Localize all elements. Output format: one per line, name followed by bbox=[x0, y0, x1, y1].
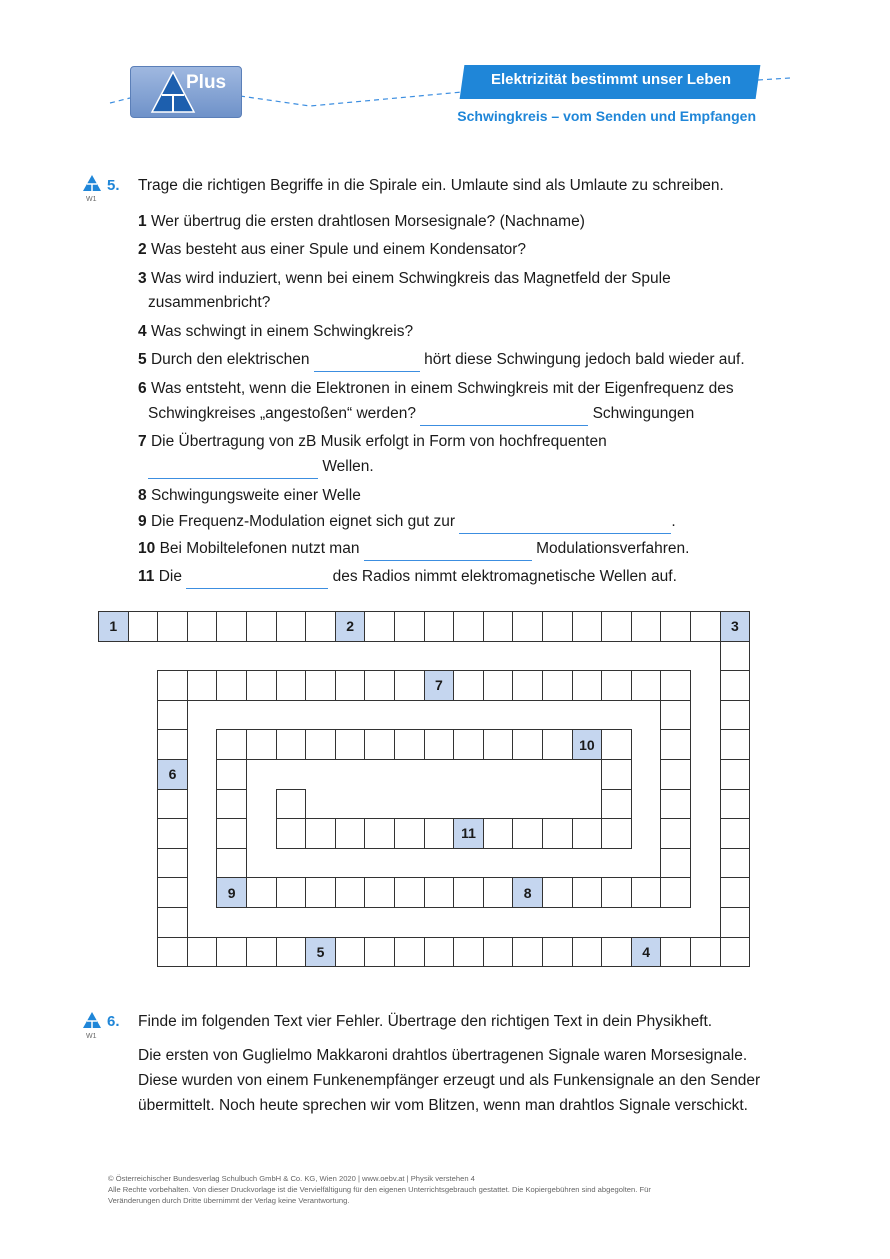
crossword-cell[interactable] bbox=[572, 937, 603, 968]
crossword-cell[interactable] bbox=[690, 937, 721, 968]
crossword-cell[interactable] bbox=[631, 670, 662, 701]
question-4: 4 Was schwingt in einem Schwingkreis? bbox=[138, 323, 414, 340]
crossword-cell[interactable] bbox=[572, 611, 603, 642]
crossword-cell[interactable] bbox=[483, 729, 514, 760]
crossword-cell[interactable] bbox=[542, 818, 573, 849]
crossword-cell[interactable] bbox=[720, 729, 751, 760]
level-triangle-icon bbox=[82, 1011, 102, 1029]
crossword-cell[interactable] bbox=[483, 670, 514, 701]
crossword-cell[interactable] bbox=[601, 759, 632, 790]
question-11: 11 Die des Radios nimmt elektromagnetische Wellen auf. bbox=[138, 564, 677, 589]
crossword-cell[interactable] bbox=[246, 877, 277, 908]
crossword-cell[interactable] bbox=[364, 818, 395, 849]
crossword-cell[interactable] bbox=[483, 818, 514, 849]
crossword-cell[interactable] bbox=[216, 611, 247, 642]
crossword-cell[interactable] bbox=[364, 729, 395, 760]
crossword-cell[interactable] bbox=[601, 789, 632, 820]
crossword-cell[interactable] bbox=[276, 670, 307, 701]
crossword-start-cell-10[interactable]: 10 bbox=[572, 729, 603, 760]
crossword-cell[interactable] bbox=[453, 729, 484, 760]
crossword-cell[interactable] bbox=[660, 700, 691, 731]
crossword-cell[interactable] bbox=[305, 611, 336, 642]
crossword-cell[interactable] bbox=[512, 937, 543, 968]
crossword-cell[interactable] bbox=[305, 729, 336, 760]
crossword-cell[interactable] bbox=[216, 759, 247, 790]
crossword-cell[interactable] bbox=[512, 670, 543, 701]
question-7: 7 Die Übertragung von zB Musik erfolgt in Form von hochfrequenten bbox=[138, 433, 607, 450]
crossword-cell[interactable] bbox=[157, 818, 188, 849]
crossword-cell[interactable] bbox=[601, 729, 632, 760]
crossword-cell[interactable] bbox=[246, 729, 277, 760]
question-3: 3 Was wird induziert, wenn bei einem Schwingkreis das Magnetfeld der Spule bbox=[138, 270, 671, 287]
crossword-cell[interactable] bbox=[660, 877, 691, 908]
crossword-start-cell-5[interactable]: 5 bbox=[305, 937, 336, 968]
crossword-cell[interactable] bbox=[512, 729, 543, 760]
question-9: 9 Die Frequenz-Modulation eignet sich gut zur . bbox=[138, 509, 676, 534]
crossword-cell[interactable] bbox=[720, 907, 751, 938]
crossword-cell[interactable] bbox=[601, 877, 632, 908]
crossword-cell[interactable] bbox=[572, 877, 603, 908]
crossword-cell[interactable] bbox=[453, 611, 484, 642]
crossword-cell[interactable] bbox=[394, 937, 425, 968]
crossword-cell[interactable] bbox=[394, 729, 425, 760]
question-3-cont: zusammenbricht? bbox=[148, 294, 271, 311]
crossword-cell[interactable] bbox=[305, 818, 336, 849]
crossword-cell[interactable] bbox=[720, 848, 751, 879]
footer-line: Veränderungen durch Dritte übernimmt der Verlag keine Verantwortung. bbox=[108, 1196, 350, 1205]
crossword-cell[interactable] bbox=[246, 611, 277, 642]
crossword-cell[interactable] bbox=[720, 877, 751, 908]
crossword-cell[interactable] bbox=[660, 759, 691, 790]
crossword-cell[interactable] bbox=[187, 611, 218, 642]
crossword-cell[interactable] bbox=[157, 907, 188, 938]
crossword-cell[interactable] bbox=[720, 759, 751, 790]
crossword-cell[interactable] bbox=[335, 818, 366, 849]
crossword-cell[interactable] bbox=[246, 937, 277, 968]
crossword-cell[interactable] bbox=[276, 877, 307, 908]
crossword-cell[interactable] bbox=[364, 877, 395, 908]
crossword-cell[interactable] bbox=[335, 877, 366, 908]
crossword-cell[interactable] bbox=[483, 877, 514, 908]
question-2: 2 Was besteht aus einer Spule und einem Kondensator? bbox=[138, 241, 527, 258]
crossword-cell[interactable] bbox=[276, 937, 307, 968]
crossword-cell[interactable] bbox=[187, 670, 218, 701]
crossword-cell[interactable] bbox=[364, 670, 395, 701]
crossword-cell[interactable] bbox=[157, 937, 188, 968]
crossword-cell[interactable] bbox=[335, 670, 366, 701]
crossword-cell[interactable] bbox=[276, 789, 307, 820]
task-level-label: W1 bbox=[86, 1033, 97, 1040]
crossword-cell[interactable] bbox=[128, 611, 159, 642]
crossword-cell[interactable] bbox=[453, 877, 484, 908]
crossword-cell[interactable] bbox=[216, 937, 247, 968]
crossword-cell[interactable] bbox=[394, 877, 425, 908]
footer-line: Alle Rechte vorbehalten. Von dieser Druckvorlage ist die Vervielfältigung für den eigenen Unterrichtsgebrauch gestattet. Die Kopiergebühren sind abgegolten. Für bbox=[108, 1185, 651, 1194]
crossword-cell[interactable] bbox=[424, 611, 455, 642]
crossword-cell[interactable] bbox=[453, 670, 484, 701]
task-level-label: W1 bbox=[86, 196, 97, 203]
crossword-cell[interactable] bbox=[157, 611, 188, 642]
crossword-cell[interactable] bbox=[364, 611, 395, 642]
crossword-cell[interactable] bbox=[394, 818, 425, 849]
crossword-cell[interactable] bbox=[601, 818, 632, 849]
crossword-cell[interactable] bbox=[512, 611, 543, 642]
crossword-cell[interactable] bbox=[216, 789, 247, 820]
crossword-cell[interactable] bbox=[335, 729, 366, 760]
crossword-cell[interactable] bbox=[572, 670, 603, 701]
crossword-start-cell-7[interactable]: 7 bbox=[424, 670, 455, 701]
crossword-cell[interactable] bbox=[305, 877, 336, 908]
question-6: 6 Was entsteht, wenn die Elektronen in einem Schwingkreis mit der Eigenfrequenz des bbox=[138, 380, 734, 397]
crossword-cell[interactable] bbox=[660, 670, 691, 701]
crossword-cell[interactable] bbox=[246, 670, 277, 701]
crossword-start-cell-11[interactable]: 11 bbox=[453, 818, 484, 849]
copyright-footer bbox=[108, 1173, 768, 1206]
question-8: 8 Schwingungsweite einer Welle bbox=[138, 487, 361, 504]
crossword-cell[interactable] bbox=[187, 937, 218, 968]
task-instruction: Finde im folgenden Text vier Fehler. Übertrage den richtigen Text in dein Physikheft. bbox=[138, 1013, 713, 1030]
crossword-cell[interactable] bbox=[335, 937, 366, 968]
error-text-line: Diese wurden von einem Funkenempfänger erzeugt und als Funkensignale an den Sender bbox=[138, 1072, 761, 1089]
crossword-cell[interactable] bbox=[216, 729, 247, 760]
task-instruction: Trage die richtigen Begriffe in die Spirale ein. Umlaute sind als Umlaute zu schreiben. bbox=[138, 177, 724, 194]
crossword-cell[interactable] bbox=[720, 789, 751, 820]
crossword-cell[interactable] bbox=[424, 937, 455, 968]
crossword-cell[interactable] bbox=[276, 611, 307, 642]
crossword-cell[interactable] bbox=[424, 877, 455, 908]
crossword-cell[interactable] bbox=[394, 670, 425, 701]
crossword-start-cell-2[interactable]: 2 bbox=[335, 611, 366, 642]
crossword-cell[interactable] bbox=[483, 937, 514, 968]
crossword-cell[interactable] bbox=[157, 670, 188, 701]
crossword-cell[interactable] bbox=[690, 611, 721, 642]
question-6-cont: Schwingkreises „angestoßen“ werden? Schwingungen bbox=[138, 401, 694, 426]
crossword-cell[interactable] bbox=[572, 818, 603, 849]
page-title: Elektrizität bestimmt unser Leben bbox=[490, 71, 732, 88]
crossword-cell[interactable] bbox=[601, 937, 632, 968]
crossword-cell[interactable] bbox=[424, 818, 455, 849]
crossword-cell[interactable] bbox=[542, 937, 573, 968]
crossword-cell[interactable] bbox=[483, 611, 514, 642]
page-subtitle: Schwingkreis – vom Senden und Empfangen bbox=[457, 108, 756, 124]
crossword-cell[interactable] bbox=[601, 670, 632, 701]
crossword-cell[interactable] bbox=[720, 818, 751, 849]
question-7-cont: Wellen. bbox=[138, 454, 374, 479]
crossword-cell[interactable] bbox=[542, 670, 573, 701]
crossword-cell[interactable] bbox=[542, 877, 573, 908]
crossword-cell[interactable] bbox=[305, 670, 336, 701]
crossword-cell[interactable] bbox=[216, 670, 247, 701]
crossword-cell[interactable] bbox=[660, 818, 691, 849]
crossword-cell[interactable] bbox=[720, 700, 751, 731]
question-5: 5 Durch den elektrischen hört diese Schwingung jedoch bald wieder auf. bbox=[138, 347, 745, 372]
crossword-cell[interactable] bbox=[660, 729, 691, 760]
crossword-cell[interactable] bbox=[542, 729, 573, 760]
crossword-cell[interactable] bbox=[660, 937, 691, 968]
crossword-cell[interactable] bbox=[631, 877, 662, 908]
crossword-cell[interactable] bbox=[453, 937, 484, 968]
crossword-cell[interactable] bbox=[276, 729, 307, 760]
crossword-start-cell-3[interactable]: 3 bbox=[720, 611, 751, 642]
crossword-cell[interactable] bbox=[424, 729, 455, 760]
crossword-cell[interactable] bbox=[276, 818, 307, 849]
crossword-start-cell-9[interactable]: 9 bbox=[216, 877, 247, 908]
error-text-line: übermittelt. Noch heute sprechen wir vom Blitzen, wenn man drahtlos Signale verschickt. bbox=[138, 1097, 748, 1114]
crossword-cell[interactable] bbox=[542, 611, 573, 642]
crossword-cell[interactable] bbox=[720, 670, 751, 701]
crossword-cell[interactable] bbox=[157, 700, 188, 731]
question-10: 10 Bei Mobiltelefonen nutzt man Modulationsverfahren. bbox=[138, 536, 689, 561]
crossword-start-cell-1[interactable]: 1 bbox=[98, 611, 129, 642]
crossword-cell[interactable] bbox=[157, 729, 188, 760]
crossword-cell[interactable] bbox=[394, 611, 425, 642]
crossword-cell[interactable] bbox=[720, 641, 751, 672]
logo-text: Plus bbox=[186, 72, 227, 93]
crossword-cell[interactable] bbox=[660, 848, 691, 879]
crossword-cell[interactable] bbox=[216, 848, 247, 879]
crossword-cell[interactable] bbox=[364, 937, 395, 968]
crossword-cell[interactable] bbox=[157, 789, 188, 820]
footer-line: © Österreichischer Bundesverlag Schulbuch GmbH & Co. KG, Wien 2020 | www.oebv.at | Physik verstehen 4 bbox=[108, 1174, 475, 1183]
crossword-start-cell-6[interactable]: 6 bbox=[157, 759, 188, 790]
crossword-cell[interactable] bbox=[157, 848, 188, 879]
crossword-cell[interactable] bbox=[631, 611, 662, 642]
question-1: 1 Wer übertrug die ersten drahtlosen Morsesignale? (Nachname) bbox=[138, 213, 585, 230]
crossword-cell[interactable] bbox=[720, 937, 751, 968]
crossword-start-cell-4[interactable]: 4 bbox=[631, 937, 662, 968]
error-text-line: Die ersten von Guglielmo Makkaroni drahtlos übertragenen Signale waren Morsesignale. bbox=[138, 1047, 748, 1064]
crossword-cell[interactable] bbox=[660, 789, 691, 820]
task-number: 6. bbox=[107, 1013, 120, 1030]
crossword-start-cell-8[interactable]: 8 bbox=[512, 877, 543, 908]
crossword-cell[interactable] bbox=[601, 611, 632, 642]
crossword-cell[interactable] bbox=[216, 818, 247, 849]
crossword-cell[interactable] bbox=[157, 877, 188, 908]
crossword-cell[interactable] bbox=[512, 818, 543, 849]
crossword-cell[interactable] bbox=[660, 611, 691, 642]
task-number: 5. bbox=[107, 177, 120, 194]
